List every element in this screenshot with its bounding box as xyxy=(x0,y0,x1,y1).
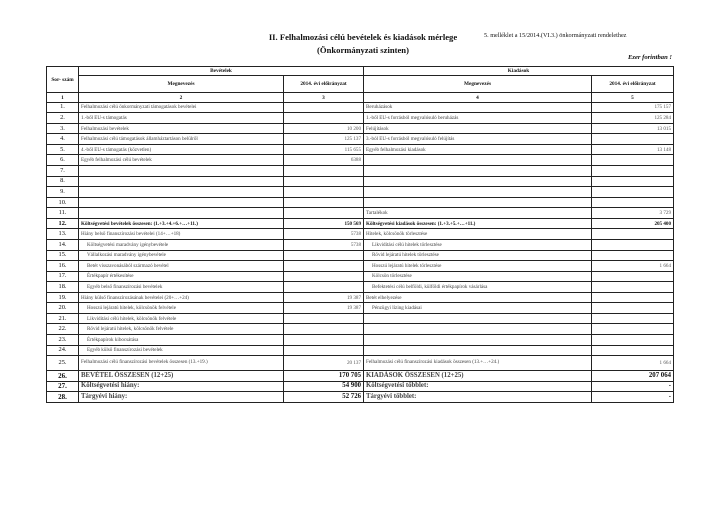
income-item-value xyxy=(284,271,364,282)
expense-item-label: Költségvetési kiadások összesen: (1.+3.+5.+…+11.) xyxy=(364,218,592,229)
income-item-value: 20 137 xyxy=(284,356,364,371)
income-name-header: Megnevezés xyxy=(79,76,284,93)
expense-item-label xyxy=(364,187,592,198)
row-number: 5. xyxy=(47,144,79,155)
income-item-label: Betét visszavonásából származó bevétel xyxy=(79,261,284,272)
expense-item-value xyxy=(592,313,674,324)
table-row xyxy=(47,335,674,346)
expense-item-value xyxy=(592,166,674,177)
income-item-value: 10 200 xyxy=(284,123,364,134)
income-item-label: Hosszú lejáratú hitelek, kölcsönök felvétele xyxy=(79,303,284,314)
income-item-value xyxy=(284,166,364,177)
expense-item-value: 125 284 xyxy=(592,113,674,124)
income-item-value: 19 387 xyxy=(284,292,364,303)
row-number: 26. xyxy=(47,371,79,382)
column-number: 2 xyxy=(79,93,284,102)
row-number: 14. xyxy=(47,239,79,250)
expense-item-value xyxy=(592,197,674,208)
income-item-label: Hiány belső finanszírozási bevételei (14+…+18) xyxy=(79,229,284,240)
expense-item-value: 205 400 xyxy=(592,218,674,229)
income-item-label: Rövid lejáratú hitelek, kölcsönök felvétele xyxy=(79,324,284,335)
expense-year-header: 2014. évi előirányzat xyxy=(592,76,674,93)
expense-item-value: 13 148 xyxy=(592,144,674,155)
income-item-label: 1.-ből EU-s támogatás xyxy=(79,113,284,124)
expense-item-label xyxy=(364,176,592,187)
column-number: 1 xyxy=(47,93,79,102)
income-item-value xyxy=(284,282,364,293)
table-row xyxy=(47,371,674,382)
row-number: 3. xyxy=(47,123,79,134)
row-number: 27. xyxy=(47,381,79,392)
income-item-label: Költségvetési bevételek összesen: (1.+3.+4.+6.+…+11.) xyxy=(79,218,284,229)
expense-item-label: Egyéb felhalmozási kiadások xyxy=(364,144,592,155)
row-number: 7. xyxy=(47,166,79,177)
expense-item-label xyxy=(364,335,592,346)
income-item-value xyxy=(284,345,364,356)
expense-item-value: 175 157 xyxy=(592,102,674,113)
income-item-label xyxy=(79,176,284,187)
income-item-value: 170 705 xyxy=(284,371,364,382)
income-item-label: Vállalkozási maradvány igénybevétele xyxy=(79,250,284,261)
expense-item-value xyxy=(592,187,674,198)
income-item-label xyxy=(79,208,284,219)
row-number: 28. xyxy=(47,392,79,403)
income-item-value xyxy=(284,197,364,208)
table-row xyxy=(47,392,674,403)
expense-item-value: 3 729 xyxy=(592,208,674,219)
income-item-value xyxy=(284,208,364,219)
income-item-label xyxy=(79,187,284,198)
income-item-label: Költségvetési maradvány igénybevétele xyxy=(79,239,284,250)
document-title xyxy=(248,31,478,57)
expense-item-label: Felújítások xyxy=(364,123,592,134)
expense-item-label: Hitelek, kölcsönök törlesztése xyxy=(364,229,592,240)
income-item-label: Költségvetési hiány: xyxy=(79,381,284,392)
expense-item-label: Befektetési célú belföldi, külföldi értékpapírok vásárlása xyxy=(364,282,592,293)
income-item-value xyxy=(284,113,364,124)
income-item-label: Értékpapírok kibocsátása xyxy=(79,335,284,346)
income-item-value: 150 569 xyxy=(284,218,364,229)
table-row xyxy=(47,345,674,356)
table-row xyxy=(47,381,674,392)
expense-item-value xyxy=(592,155,674,166)
expense-item-label xyxy=(364,313,592,324)
income-item-label: Hiány külső finanszírozásának bevételei (20+…+24) xyxy=(79,292,284,303)
title-line-2: (Önkormányzati szinten) xyxy=(317,45,409,55)
table-row xyxy=(47,324,674,335)
row-number: 10. xyxy=(47,197,79,208)
currency-unit: Ezer forintban ! xyxy=(628,54,672,61)
income-item-value xyxy=(284,250,364,261)
income-item-value: 52 726 xyxy=(284,392,364,403)
expense-item-label: Betét elhelyezése xyxy=(364,292,592,303)
row-number: 17. xyxy=(47,271,79,282)
income-item-value xyxy=(284,313,364,324)
expense-item-label xyxy=(364,324,592,335)
income-item-value xyxy=(284,176,364,187)
column-number: 3 xyxy=(284,93,364,102)
row-number: 23. xyxy=(47,335,79,346)
income-item-value: 6388 xyxy=(284,155,364,166)
expense-item-value xyxy=(592,292,674,303)
row-number: 9. xyxy=(47,187,79,198)
income-item-label: Likviditási célú hitelek, kölcsönök felvétele xyxy=(79,313,284,324)
table-row xyxy=(47,356,674,371)
income-item-value: 125 137 xyxy=(284,134,364,145)
row-number: 21. xyxy=(47,313,79,324)
row-number: 13. xyxy=(47,229,79,240)
table-row xyxy=(47,250,674,261)
expense-item-value xyxy=(592,324,674,335)
income-item-value xyxy=(284,102,364,113)
expense-item-value xyxy=(592,250,674,261)
row-number: 6. xyxy=(47,155,79,166)
column-number: 4 xyxy=(364,93,592,102)
income-item-value: 5738 xyxy=(284,239,364,250)
table-row xyxy=(47,282,674,293)
balance-table xyxy=(46,66,674,403)
table-row xyxy=(47,155,674,166)
income-section-header: Bevételek xyxy=(79,67,364,76)
expense-item-label: Beruházások xyxy=(364,102,592,113)
table-row xyxy=(47,134,674,145)
row-number-header: Sor- szám xyxy=(47,67,79,93)
expense-item-label: Rövid lejáratú hitelek törlesztése xyxy=(364,250,592,261)
income-item-value xyxy=(284,335,364,346)
row-number: 25. xyxy=(47,356,79,371)
table-row xyxy=(47,229,674,240)
income-item-label: Felhalmozási célú támogatások államháztartáson belülről xyxy=(79,134,284,145)
expense-item-value xyxy=(592,303,674,314)
income-year-header: 2014. évi előirányzat xyxy=(284,76,364,93)
income-item-label: Értékpapír értékesítése xyxy=(79,271,284,282)
expense-item-value xyxy=(592,134,674,145)
income-item-label: Tárgyévi hiány: xyxy=(79,392,284,403)
annex-reference: 5. melléklet a 15/2014.(VI.3.) önkormányzati rendelethez xyxy=(484,32,627,39)
income-item-label: 4.-ből EU-s támogatás (közvetlen) xyxy=(79,144,284,155)
table-row xyxy=(47,303,674,314)
expense-item-label: Költségvetési többlet: xyxy=(364,381,592,392)
expense-item-value: 13 015 xyxy=(592,123,674,134)
income-item-value xyxy=(284,187,364,198)
expense-item-label: Felhalmozási célú finanszírozási kiadások összesen (13.+…+24.) xyxy=(364,356,592,371)
row-number: 1. xyxy=(47,102,79,113)
expense-item-label: Tárgyévi többlet: xyxy=(364,392,592,403)
expense-item-label xyxy=(364,166,592,177)
table-row xyxy=(47,144,674,155)
expense-item-value xyxy=(592,239,674,250)
row-number: 24. xyxy=(47,345,79,356)
expense-item-value: - xyxy=(592,381,674,392)
row-number: 16. xyxy=(47,261,79,272)
expense-item-label: 3.-ból EU-s forrásból megvalósuló felújítás xyxy=(364,134,592,145)
expense-item-label: Hosszú lejáratú hitelek törlesztése xyxy=(364,261,592,272)
row-number: 12. xyxy=(47,218,79,229)
row-number: 20. xyxy=(47,303,79,314)
expense-item-value xyxy=(592,335,674,346)
row-number: 11. xyxy=(47,208,79,219)
table-row xyxy=(47,187,674,198)
expense-section-header: Kiadások xyxy=(364,67,674,76)
income-item-label xyxy=(79,166,284,177)
expense-item-label: 1.-ből EU-s forrásból megvalósuló beruházás xyxy=(364,113,592,124)
table-row xyxy=(47,176,674,187)
row-number: 18. xyxy=(47,282,79,293)
income-item-label: Felhalmozási bevételek xyxy=(79,123,284,134)
column-number: 5 xyxy=(592,93,674,102)
expense-item-value: - xyxy=(592,392,674,403)
income-item-label: Egyéb felhalmozási célú bevételek xyxy=(79,155,284,166)
expense-item-label: Kölcsön törlesztése xyxy=(364,271,592,282)
income-item-label: Egyéb belső finanszírozási bevételek xyxy=(79,282,284,293)
expense-item-value xyxy=(592,345,674,356)
expense-item-value: 207 064 xyxy=(592,371,674,382)
expense-item-value xyxy=(592,271,674,282)
income-item-value: 5738 xyxy=(284,229,364,240)
income-item-label: Felhalmozási célú önkormányzati támogatások bevételei xyxy=(79,102,284,113)
expense-item-label: Tartalékok xyxy=(364,208,592,219)
table-row xyxy=(47,166,674,177)
income-item-label: Felhalmozási célú finanszírozási bevételek összesen (13.+19.) xyxy=(79,356,284,371)
row-number: 2. xyxy=(47,113,79,124)
table-row xyxy=(47,271,674,282)
expense-item-value xyxy=(592,229,674,240)
table-row xyxy=(47,123,674,134)
title-line-1: II. Felhalmozási célú bevételek és kiadások mérlege xyxy=(268,32,458,42)
expense-name-header: Megnevezés xyxy=(364,76,592,93)
table-row xyxy=(47,261,674,272)
row-number: 4. xyxy=(47,134,79,145)
expense-item-value: 1 664 xyxy=(592,356,674,371)
expense-item-value xyxy=(592,282,674,293)
expense-item-label xyxy=(364,155,592,166)
expense-item-value xyxy=(592,176,674,187)
expense-item-label: KIADÁSOK ÖSSZESEN (12+25) xyxy=(364,371,592,382)
expense-item-value: 1 664 xyxy=(592,261,674,272)
income-item-label: BEVÉTEL ÖSSZESEN (12+25) xyxy=(79,371,284,382)
row-number: 15. xyxy=(47,250,79,261)
income-item-value xyxy=(284,324,364,335)
expense-item-label: Likviditási célú hitelek törlesztése xyxy=(364,239,592,250)
income-item-value: 19 387 xyxy=(284,303,364,314)
income-item-label: Egyéb külső finanszírozási bevételek xyxy=(79,345,284,356)
table-row xyxy=(47,208,674,219)
income-item-value: 54 900 xyxy=(284,381,364,392)
expense-item-label xyxy=(364,197,592,208)
table-row xyxy=(47,292,674,303)
row-number: 19. xyxy=(47,292,79,303)
row-number: 8. xyxy=(47,176,79,187)
expense-item-label xyxy=(364,345,592,356)
table-row xyxy=(47,218,674,229)
table-row xyxy=(47,239,674,250)
table-row xyxy=(47,102,674,113)
table-row xyxy=(47,113,674,124)
row-number: 22. xyxy=(47,324,79,335)
income-item-value xyxy=(284,261,364,272)
income-item-value: 115 655 xyxy=(284,144,364,155)
table-row xyxy=(47,313,674,324)
expense-item-label: Pénzügyi lízing kiadásai xyxy=(364,303,592,314)
table-row xyxy=(47,197,674,208)
income-item-label xyxy=(79,197,284,208)
